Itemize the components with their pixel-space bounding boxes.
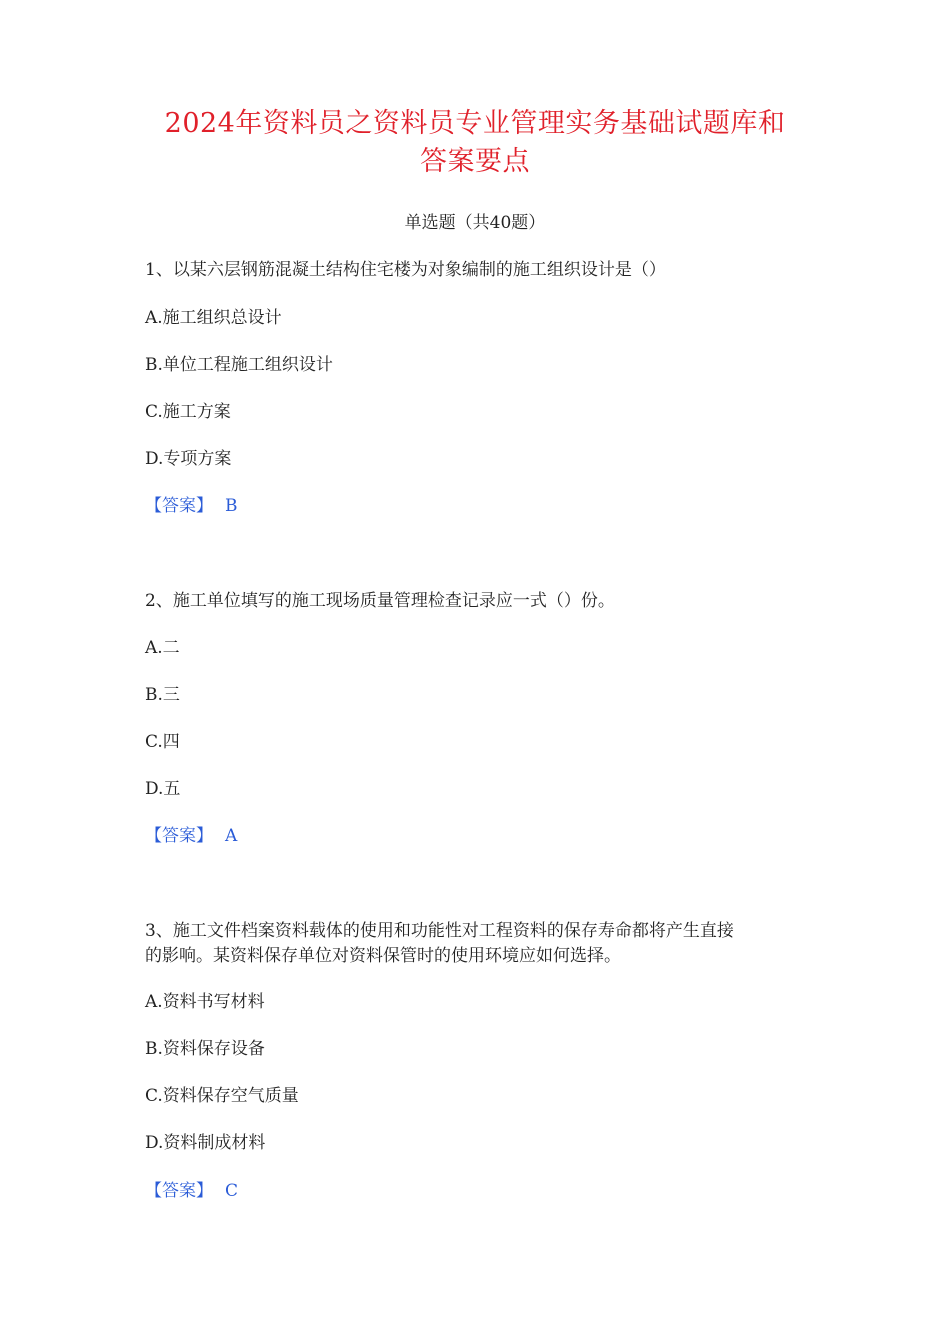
question-1-stem: 1、以某六层钢筋混凝土结构住宅楼为对象编制的施工组织设计是（） [145, 260, 666, 280]
question-2-answer [145, 823, 825, 849]
question-1-option-d: D.专项方案 [145, 449, 232, 469]
question-3-stem-line-1: 3、施工文件档案资料载体的使用和功能性对工程资料的保存寿命都将产生直接 [145, 921, 734, 941]
title-line-1: 2024年资料员之资料员专业管理实务基础试题库和 [164, 108, 786, 139]
answer-label: 【答案】 [145, 826, 213, 846]
question-3-stem-line-2: 的影响。某资料保存单位对资料保管时的使用环境应如何选择。 [145, 946, 621, 966]
document-title [120, 105, 830, 181]
question-3-option-d: D.资料制成材料 [145, 1133, 266, 1153]
answer-label: 【答案】 [145, 1181, 213, 1201]
question-2-option-c: C.四 [145, 732, 180, 752]
question-1-option-a: A.施工组织总设计 [145, 308, 282, 328]
question-3-option-a: A.资料书写材料 [145, 992, 265, 1012]
answer-value: B [225, 496, 238, 516]
title-line-2: 答案要点 [420, 146, 530, 177]
question-3-option-c: C.资料保存空气质量 [145, 1086, 299, 1106]
section-heading: 单选题（共40题） [404, 213, 546, 233]
question-3-answer [145, 1178, 825, 1204]
answer-value: A [225, 826, 238, 846]
question-1-option-b: B.单位工程施工组织设计 [145, 355, 333, 375]
answer-label: 【答案】 [145, 496, 213, 516]
question-2-option-d: D.五 [145, 779, 181, 799]
question-1-option-c: C.施工方案 [145, 402, 231, 422]
question-1-answer [145, 493, 825, 519]
answer-value: C [225, 1181, 239, 1201]
question-2-stem: 2、施工单位填写的施工现场质量管理检查记录应一式（）份。 [145, 591, 615, 611]
question-2-option-a: A.二 [145, 638, 180, 658]
question-2-option-b: B.三 [145, 685, 180, 705]
question-3-option-b: B.资料保存设备 [145, 1039, 265, 1059]
